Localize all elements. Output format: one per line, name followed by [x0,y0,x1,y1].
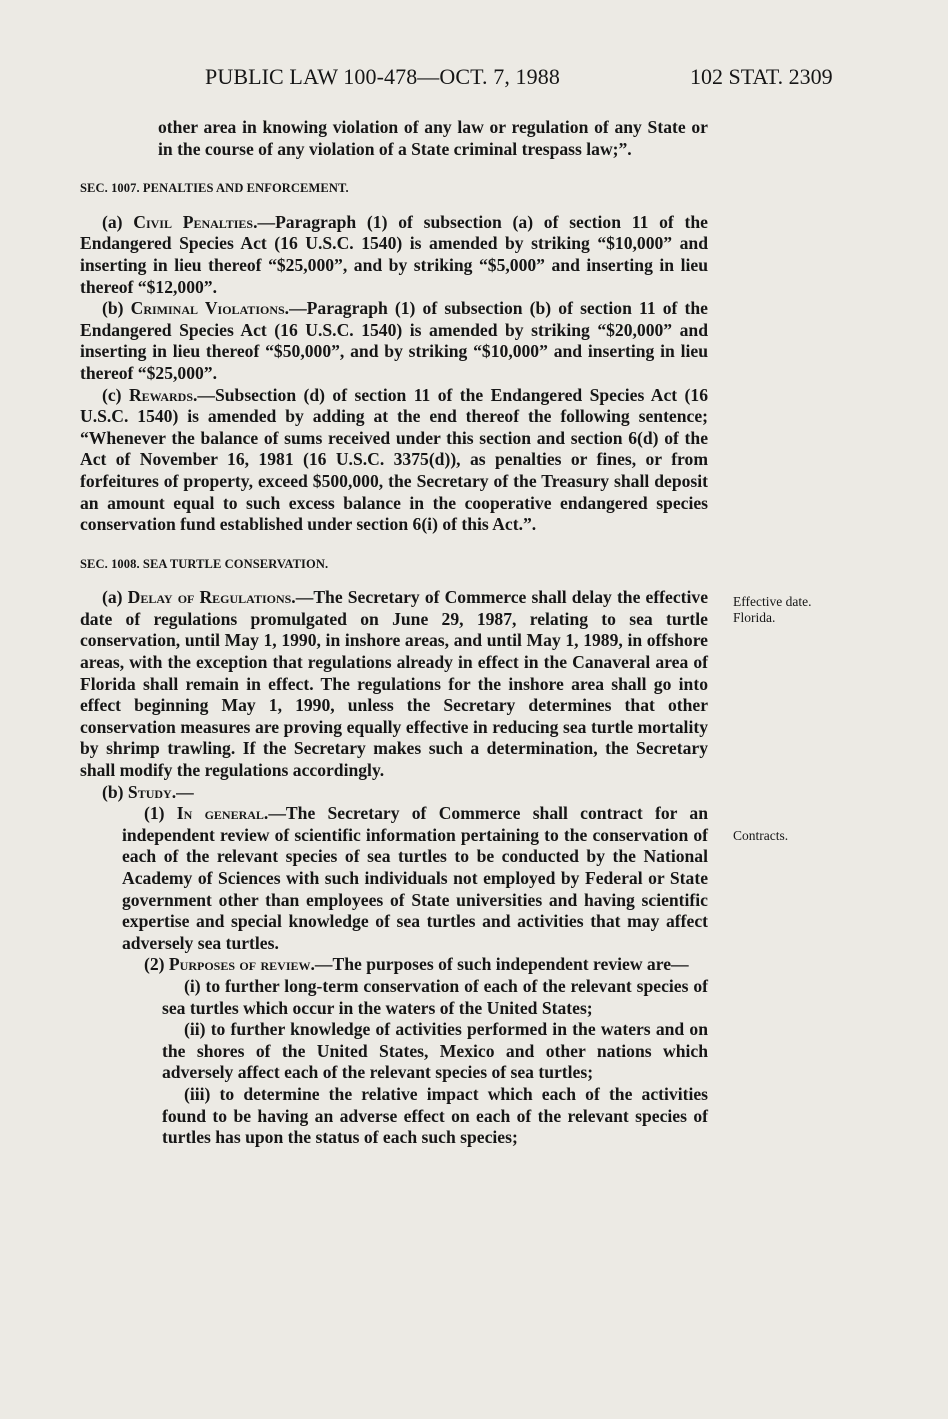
caption: Delay of Regulations. [127,587,296,608]
sec1008-clause-ii: (ii) to further knowledge of activities performed in the waters and on the shores of the United States, Mexico and other nations which adversely affect each of the relevant species of sea turtles; [162,1019,708,1083]
label: (c) [102,384,129,405]
label: (2) [144,954,169,975]
sec1008-paragraph-a [80,587,708,781]
section-heading-1007: SEC. 1007. PENALTIES AND ENFORCEMENT. [80,181,349,196]
margin-note-contracts: Contracts. [733,828,789,843]
caption: Civil Penalties. [133,211,258,232]
caption: In general. [176,803,269,824]
label: (b) [102,298,131,319]
label: (1) [144,803,177,824]
text: —The Secretary of Commerce shall delay the effective date of regulations promulgated on June 29, 1987, relating to sea turtle conservation, until May 1, 1990, in inshore areas, and until May 1, 1989, in offshore areas, with the exception that regulations already in effect in the Canaveral area of Florida shall remain in effect. The regulations for the inshore area shall go into effect beginning May 1, 1990, unless the Secretary determines that other conservation measures are proving equally effective in reducing sea turtle mortality by shrimp trawling. If the Secretary makes such a determination, the Secretary shall modify the regulations accordingly. [80,587,709,781]
margin-note-florida: Florida. [733,610,776,625]
page-header-title: PUBLIC LAW 100-478—OCT. 7, 1988 [205,64,560,89]
document-body [80,117,708,1149]
sec1008-paragraph-b [80,782,708,804]
text: —Paragraph (1) of subsection (a) of section 11 of the Endangered Species Act (16 U.S.C. 1540) is amended by striking “$10,000” and inserting in lieu thereof “$25,000”, and by striking “$5,000” and inserting in lieu thereof “$12,000”. [80,211,708,297]
label: (a) [102,587,128,608]
text: — [176,781,194,802]
caption: Purposes of review. [168,954,315,975]
text: —Paragraph (1) of subsection (b) of section 11 of the Endangered Species Act (16 U.S.C. 1540) is amended by striking “$20,000” and inserting in lieu thereof “$50,000”, and by striking “$10,000” and inserting in lieu thereof “$25,000”. [80,298,708,383]
text: —Subsection (d) of section 11 of the Endangered Species Act (16 U.S.C. 1540) is amended by adding at the end thereof the following sentence; “Whenever the balance of sums received under this section and section 6(d) of the Act of November 16, 1981 (16 U.S.C. 3375(d)), as penalties or fines, or from forfeitures of property, exceed $500,000, the Secretary of the Treasury shall deposit an amount equal to such excess balance in the cooperative endangered species conservation fund established under section 6(i) of this Act.”. [80,384,708,535]
continuation-paragraph: other area in knowing violation of any law or regulation of any State or in the course of any violation of a State criminal trespass law;”. [158,117,708,159]
sec1008-paragraph-b2 [80,954,708,976]
text: —The Secretary of Commerce shall contract for an independent review of scientific information pertaining to the conservation of each of the relevant species of sea turtles to be conducted by the National Academy of Sciences with such individuals not employed by Federal or State government other than employees of State universities and having scientific expertise and special knowledge of sea turtles and activities that may affect adversely sea turtles. [122,803,708,953]
sec1007-paragraph-c [80,385,708,536]
sec1008-paragraph-b1 [80,803,708,954]
caption: Criminal Violations. [130,298,290,319]
caption: Study. [127,781,177,802]
margin-note-effective-date: Effective date. [733,594,812,609]
caption: Rewards. [128,384,198,405]
page-header-stat: 102 STAT. 2309 [690,64,833,89]
section-heading-1008: SEC. 1008. SEA TURTLE CONSERVATION. [80,556,329,571]
sec1008-clause-i: (i) to further long-term conservation of each of the relevant species of sea turtles which occur in the waters of the United States; [162,975,708,1018]
text: —The purposes of such independent review are— [314,954,689,975]
sec1007-paragraph-b [80,298,708,384]
sec1007-paragraph-a [80,212,708,298]
label: (a) [102,211,134,232]
sec1008-clause-iii: (iii) to determine the relative impact which each of the activities found to be having an adverse effect on each of the relevant species of turtles has upon the status of each such species; [162,1083,708,1148]
label: (b) [102,781,128,802]
